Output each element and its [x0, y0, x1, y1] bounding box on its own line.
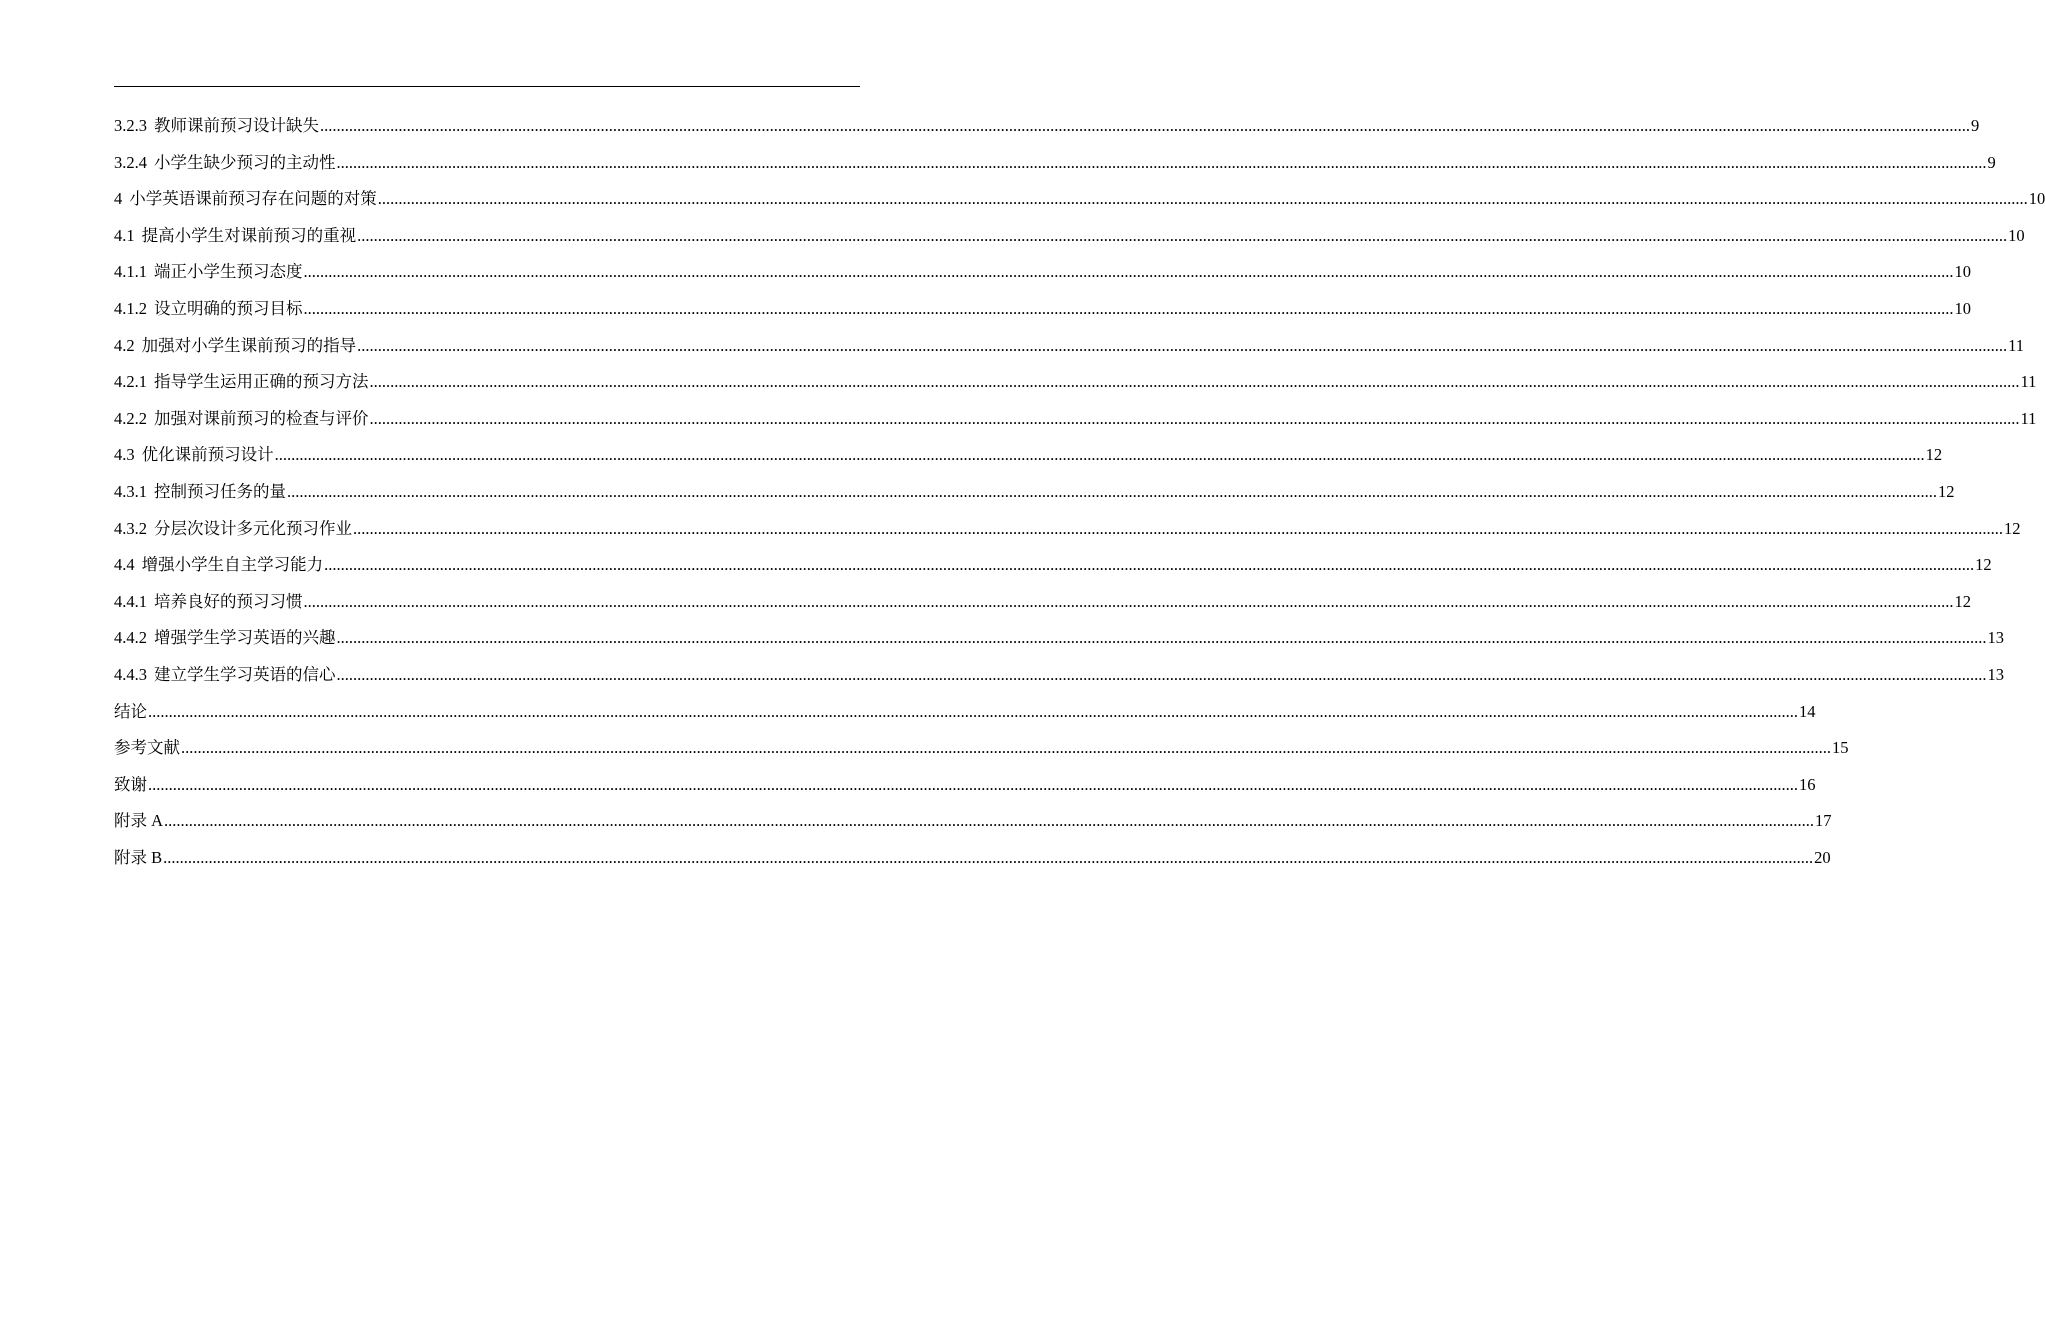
toc-entry-title: 端正小学生预习态度 — [154, 262, 303, 282]
toc-entry-title: 增强学生学习英语的兴趣 — [154, 628, 336, 648]
toc-entry-number: 4.3 — [114, 445, 135, 465]
toc-entry-page-number: 10 — [1954, 298, 1971, 318]
toc-dot-leader: ................................................................................................................................................................................................................................................................................................................................................................................................................ — [274, 445, 1925, 465]
toc-entry-title: 优化课前预习设计 — [141, 445, 274, 465]
toc-entry-number: 4.3.1 — [114, 481, 147, 501]
toc-dot-leader: ................................................................................................................................................................................................................................................................................................................................................................................................................ — [336, 664, 1987, 684]
toc-entry-number: 4.1.1 — [114, 262, 147, 282]
table-of-contents — [114, 108, 2045, 876]
header-rule — [114, 86, 860, 87]
toc-entry-number: 4.2.2 — [114, 408, 147, 428]
toc-dot-leader: ................................................................................................................................................................................................................................................................................................................................................................................................................ — [369, 372, 2020, 392]
toc-dot-leader: ................................................................................................................................................................................................................................................................................................................................................................................................................ — [320, 116, 1970, 135]
toc-entry[interactable] — [114, 657, 2004, 694]
toc-dot-leader: ................................................................................................................................................................................................................................................................................................................................................................................................................ — [369, 408, 2020, 428]
toc-entry-number: 4.1.2 — [114, 298, 147, 318]
toc-dot-leader: ................................................................................................................................................................................................................................................................................................................................................................................................................ — [287, 481, 1937, 501]
toc-entry-title: 小学生缺少预习的主动性 — [154, 152, 336, 172]
toc-dot-leader: ................................................................................................................................................................................................................................................................................................................................................................................................................ — [303, 298, 1954, 318]
toc-entry-page-number: 10 — [2028, 189, 2045, 209]
toc-entry[interactable] — [114, 218, 2025, 255]
toc-entry-title: 培养良好的预习习惯 — [154, 591, 303, 611]
toc-entry-number: 4.4.3 — [114, 664, 147, 684]
toc-entry-page-number: 12 — [1938, 481, 1955, 501]
toc-entry-page-number: 9 — [1987, 152, 1996, 172]
toc-entry-page-number: 11 — [2020, 372, 2037, 392]
toc-entry-title: 提高小学生对课前预习的重视 — [141, 225, 357, 245]
toc-entry[interactable] — [114, 108, 1980, 145]
toc-dot-leader: ................................................................................................................................................................................................................................................................................................................................................................................................................ — [336, 628, 1987, 648]
toc-entry-title: 参考文献 — [114, 738, 180, 758]
toc-entry-title: 教师课前预习设计缺失 — [154, 116, 319, 135]
toc-entry-page-number: 11 — [2008, 335, 2025, 355]
toc-dot-leader: ................................................................................................................................................................................................................................................................................................................................................................................................................ — [377, 189, 2028, 209]
toc-entry-page-number: 12 — [2004, 518, 2021, 538]
toc-entry-page-number: 13 — [1987, 628, 2004, 648]
toc-entry-title: 附录 B — [114, 847, 163, 867]
toc-entry[interactable] — [114, 474, 1955, 511]
toc-dot-leader: ................................................................................................................................................................................................................................................................................................................................................................................................................ — [164, 811, 1815, 831]
toc-entry-title: 加强对课前预习的检查与评价 — [154, 408, 369, 428]
toc-entry-number: 3.2.4 — [114, 152, 147, 172]
toc-entry-title: 分层次设计多元化预习作业 — [154, 518, 352, 538]
toc-dot-leader: ................................................................................................................................................................................................................................................................................................................................................................................................................ — [181, 738, 1831, 758]
toc-entry[interactable] — [114, 364, 2037, 401]
toc-entry[interactable] — [114, 145, 1996, 182]
toc-entry-number: 4.1 — [114, 225, 135, 245]
toc-entry-page-number: 13 — [1987, 664, 2004, 684]
toc-dot-leader: ................................................................................................................................................................................................................................................................................................................................................................................................................ — [163, 847, 1814, 867]
toc-entry-page-number: 16 — [1799, 774, 1816, 794]
toc-entry-page-number: 20 — [1814, 847, 1831, 867]
toc-entry-title: 建立学生学习英语的信心 — [154, 664, 336, 684]
toc-entry-title: 设立明确的预习目标 — [154, 298, 303, 318]
toc-entry-page-number: 12 — [1954, 591, 1971, 611]
toc-entry-number: 4.2 — [114, 335, 135, 355]
toc-entry[interactable] — [114, 437, 1943, 474]
toc-entry-page-number: 12 — [1975, 555, 1992, 575]
toc-entry[interactable] — [114, 401, 2037, 438]
toc-entry-page-number: 10 — [1954, 262, 1971, 282]
toc-entry-number: 4.4 — [114, 555, 135, 575]
toc-dot-leader: ................................................................................................................................................................................................................................................................................................................................................................................................................ — [303, 262, 1954, 282]
toc-entry-number: 4 — [114, 189, 123, 209]
toc-entry-page-number: 14 — [1799, 701, 1816, 721]
toc-entry[interactable] — [114, 291, 1971, 328]
toc-entry[interactable] — [114, 840, 1831, 877]
toc-entry[interactable] — [114, 181, 2045, 218]
toc-entry-title: 小学英语课前预习存在问题的对策 — [129, 189, 377, 209]
toc-dot-leader: ................................................................................................................................................................................................................................................................................................................................................................................................................ — [357, 225, 2008, 245]
toc-entry-page-number: 15 — [1832, 738, 1849, 758]
toc-dot-leader: ................................................................................................................................................................................................................................................................................................................................................................................................................ — [303, 591, 1954, 611]
toc-entry[interactable] — [114, 547, 1992, 584]
toc-entry-title: 加强对小学生课前预习的指导 — [141, 335, 357, 355]
toc-dot-leader: ................................................................................................................................................................................................................................................................................................................................................................................................................ — [336, 152, 1987, 172]
toc-entry[interactable] — [114, 584, 1971, 621]
toc-entry[interactable] — [114, 328, 2025, 365]
toc-dot-leader: ................................................................................................................................................................................................................................................................................................................................................................................................................ — [148, 701, 1798, 721]
toc-entry[interactable] — [114, 620, 2004, 657]
toc-entry-title: 指导学生运用正确的预习方法 — [154, 372, 369, 392]
toc-entry-title: 结论 — [114, 701, 147, 721]
toc-entry-number: 3.2.3 — [114, 116, 147, 135]
toc-entry-page-number: 17 — [1815, 811, 1832, 831]
toc-entry[interactable] — [114, 254, 1971, 291]
toc-entry[interactable] — [114, 803, 1832, 840]
toc-entry[interactable] — [114, 511, 2021, 548]
toc-entry-page-number: 11 — [2020, 408, 2037, 428]
toc-entry-number: 4.4.1 — [114, 591, 147, 611]
toc-dot-leader: ................................................................................................................................................................................................................................................................................................................................................................................................................ — [353, 518, 2003, 538]
toc-entry-title: 致谢 — [114, 774, 147, 794]
toc-entry-page-number: 12 — [1925, 445, 1943, 465]
toc-dot-leader: ................................................................................................................................................................................................................................................................................................................................................................................................................ — [324, 555, 1975, 575]
toc-entry-title: 控制预习任务的量 — [154, 481, 286, 501]
toc-entry-number: 4.4.2 — [114, 628, 147, 648]
toc-dot-leader: ................................................................................................................................................................................................................................................................................................................................................................................................................ — [148, 774, 1798, 794]
toc-entry-page-number: 9 — [1971, 116, 1980, 135]
toc-entry-number: 4.3.2 — [114, 518, 147, 538]
toc-entry[interactable] — [114, 694, 1816, 731]
toc-entry[interactable] — [114, 767, 1816, 804]
toc-entry-number: 4.2.1 — [114, 372, 147, 392]
toc-entry-page-number: 10 — [2008, 225, 2025, 245]
toc-entry-title: 附录 A — [114, 811, 164, 831]
toc-entry[interactable] — [114, 730, 1849, 767]
toc-dot-leader: ................................................................................................................................................................................................................................................................................................................................................................................................................ — [357, 335, 2008, 355]
toc-entry-title: 增强小学生自主学习能力 — [141, 555, 324, 575]
